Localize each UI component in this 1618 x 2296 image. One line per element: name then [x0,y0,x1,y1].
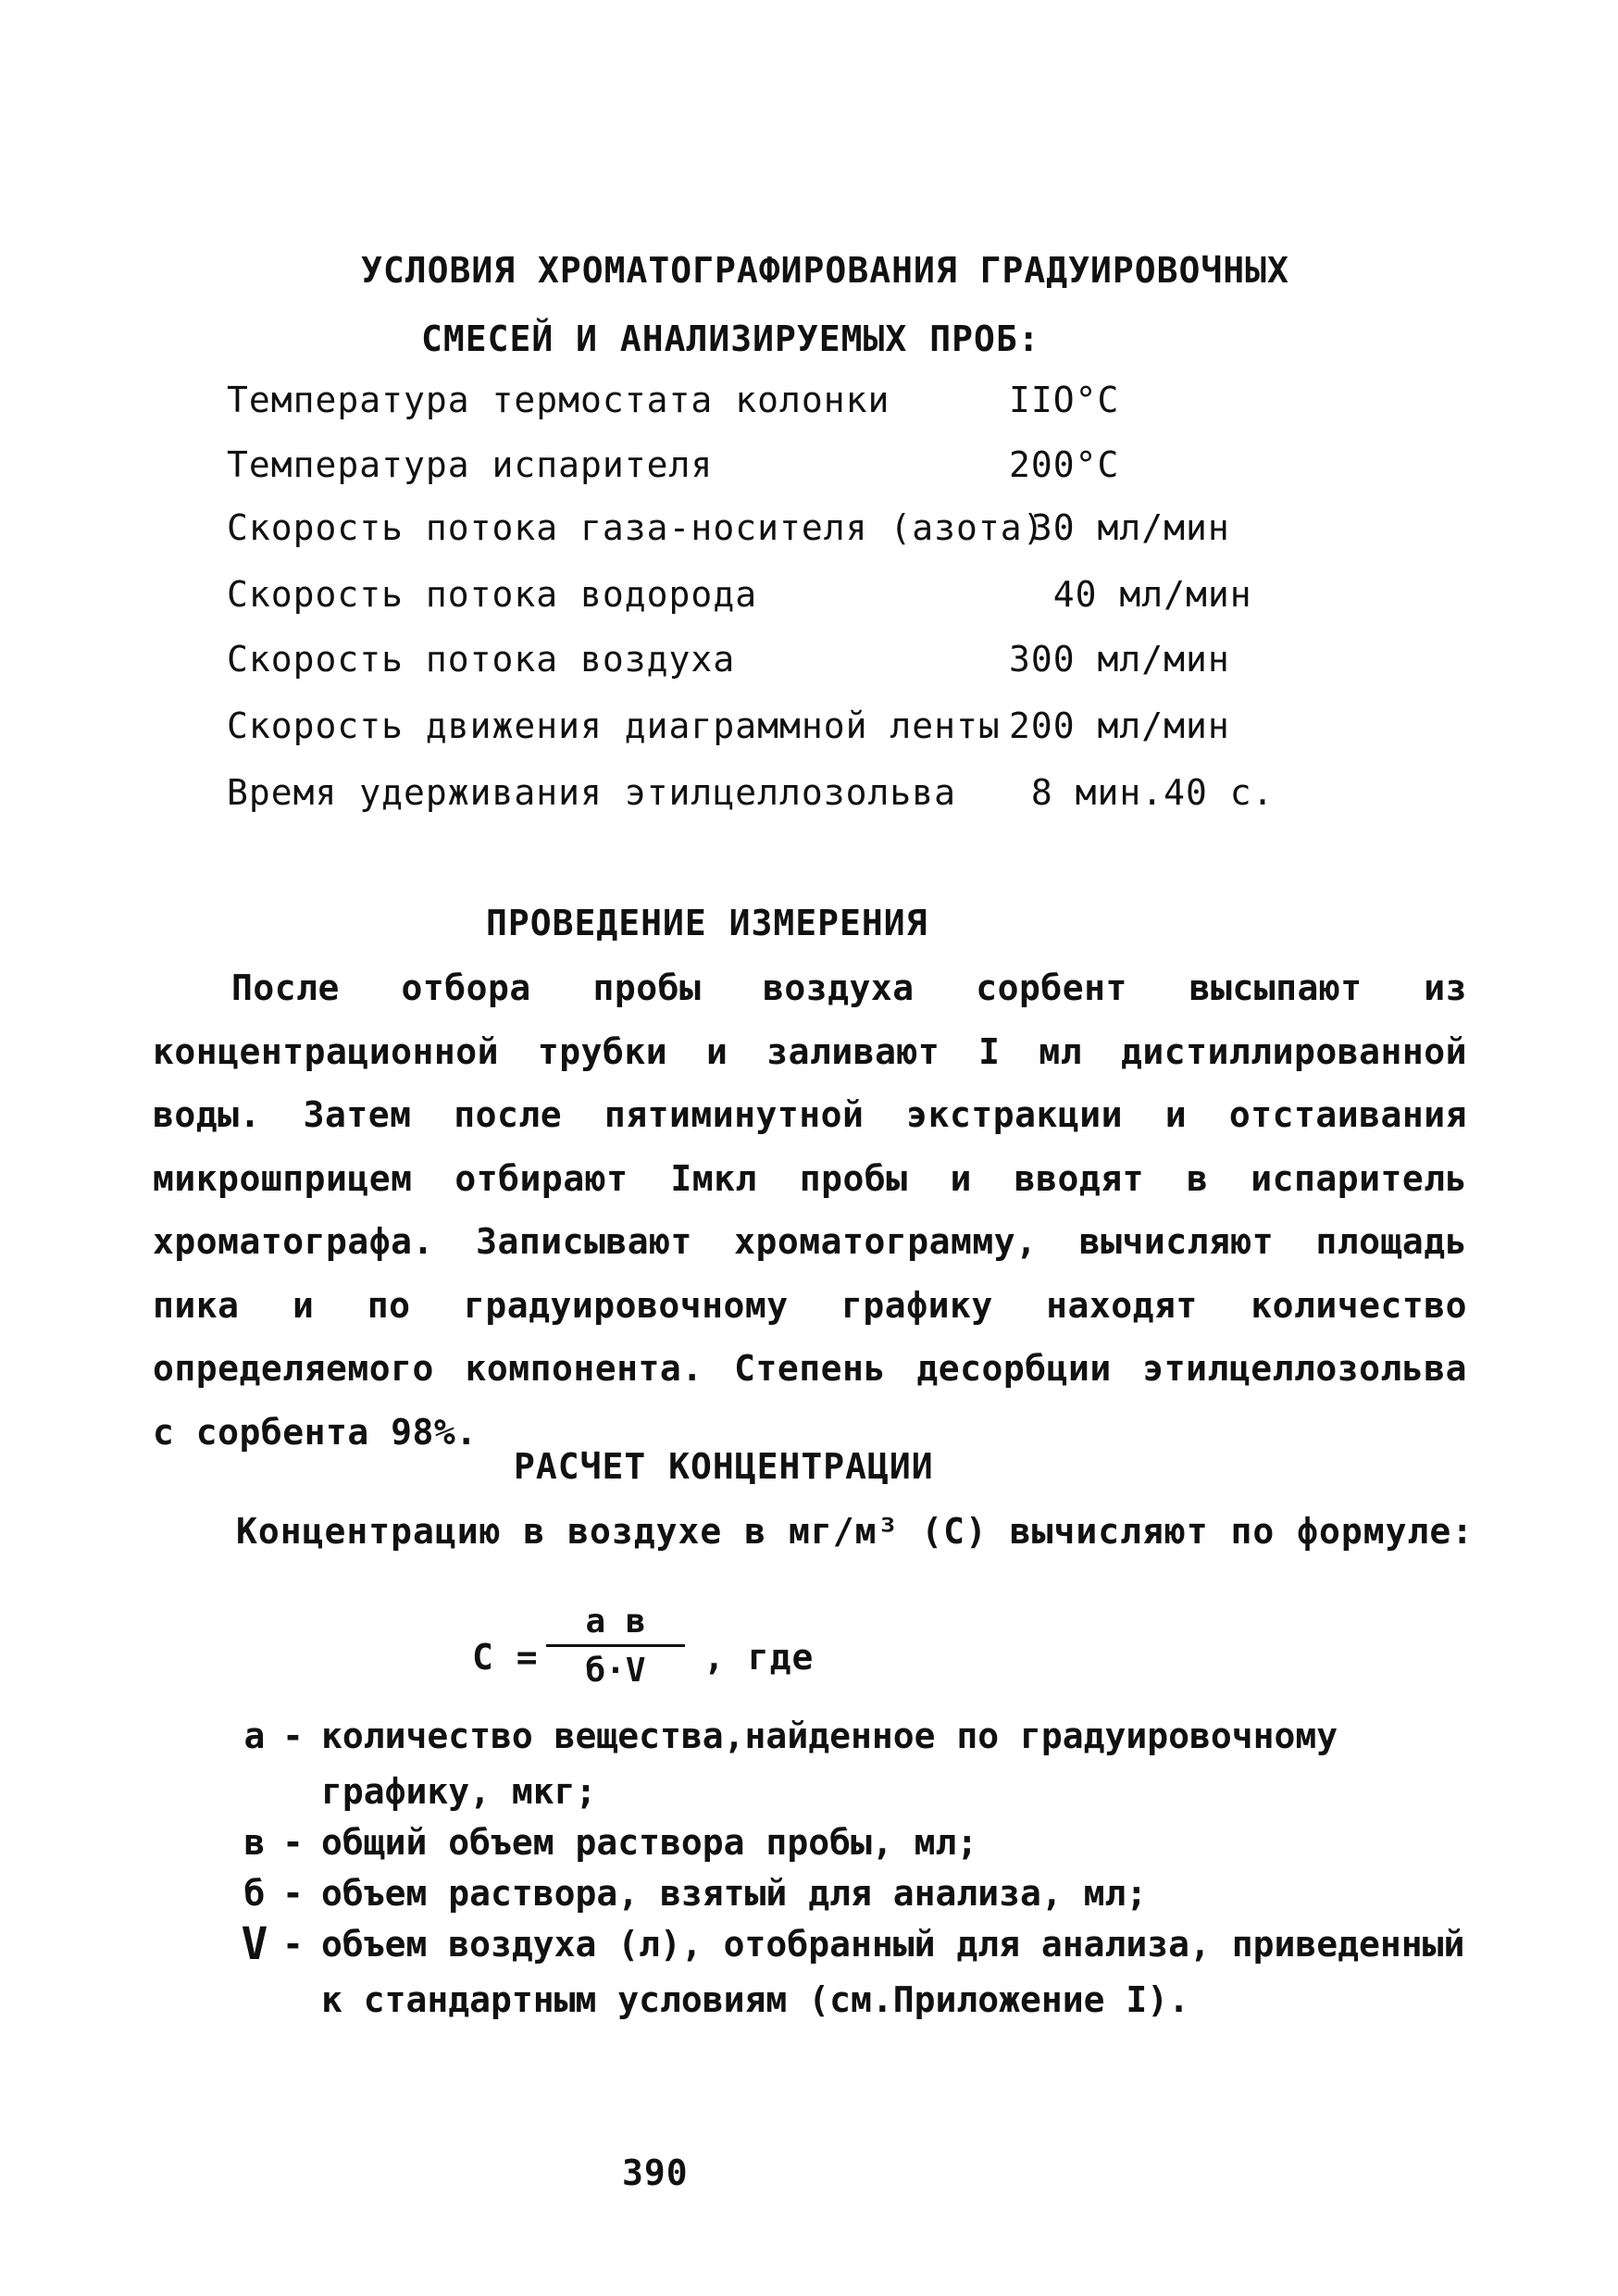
condition-label: Скорость движения диаграммной ленты [227,705,1001,746]
page-number: 390 [622,2152,689,2193]
definition-text: объем воздуха (л), отобранный для анализа, приведенный к стандартным условиям (см.Приложение I). [321,1924,1465,2020]
condition-value: 300 мл/мин [1009,639,1230,680]
condition-label: Температура термостата колонки [227,380,890,420]
definition-text: объем раствора, взятый для анализа, мл; [321,1873,1148,1914]
concentration-formula [472,1602,1027,1703]
measurement-paragraph [153,956,1467,1464]
definition-dash: - [282,1924,304,1965]
definition-symbol: а [243,1716,266,1756]
condition-row [227,444,1338,493]
condition-row [227,772,1338,820]
formula-denominator: б·V [585,1652,646,1690]
definition-dash: - [282,1873,304,1914]
condition-row [227,507,1338,555]
condition-label: Время удерживания этилцеллозольва [227,772,956,813]
definition-item [236,1815,1467,1870]
condition-value: 8 мин.40 с. [1009,772,1275,813]
definition-text: количество вещества,найденное по градуировочному графику, мкг; [321,1716,1338,1812]
definition-item [236,1866,1467,1921]
definition-item [236,1708,1467,1819]
conditions-title-line2: СМЕСЕЙ И АНАЛИЗИРУЕМЫХ ПРОБ: [421,318,1040,359]
formula-lhs: С = [472,1637,539,1678]
condition-label: Скорость потока водорода [227,574,758,615]
definition-dash: - [282,1716,304,1756]
condition-value: 200 мл/мин [1009,705,1230,746]
condition-label: Скорость потока воздуха [227,639,736,680]
definition-item [236,1916,1467,2028]
fraction-bar [546,1644,685,1647]
calculation-intro: Концентрацию в воздухе в мг/м³ (С) вычисляют по формуле: [236,1511,1475,1552]
definition-symbol: б [243,1873,266,1914]
condition-row [227,380,1338,428]
condition-label: Скорость потока газа-носителя (азота) [227,507,1045,548]
measurement-paragraph-text: После отбора пробы воздуха сорбент высыпают из концентрационной трубки и заливают I мл дистиллированной воды. Затем после пятиминутной экстракции и отстаивания микрошприцем отбирают Iмкл пробы и вводят в испаритель хроматографа. Записывают хроматограмму, вычисляют площадь пика и по градуировочному графику находят количество определяемого компонента. Степень десорбции этилцеллозольва с сорбента 98%. [153,967,1467,1453]
calculation-heading: РАСЧЕТ КОНЦЕНТРАЦИИ [514,1446,934,1487]
condition-value: 30 мл/мин [1009,507,1230,548]
condition-row [227,639,1338,687]
condition-value: 200°C [1009,444,1120,485]
definition-symbol: в [243,1822,266,1863]
condition-value: IIO°C [1009,380,1120,420]
condition-label: Температура испарителя [227,444,714,485]
condition-row [227,574,1338,622]
condition-value: 40 мл/мин [1009,574,1252,615]
definition-dash: - [282,1822,304,1863]
condition-row [227,705,1338,754]
conditions-title-line1: УСЛОВИЯ ХРОМАТОГРАФИРОВАНИЯ ГРАДУИРОВОЧНЫХ [361,250,1289,291]
formula-fraction [546,1602,685,1691]
definition-text: общий объем раствора пробы, мл; [321,1822,978,1863]
measurement-heading: ПРОВЕДЕНИЕ ИЗМЕРЕНИЯ [486,903,928,943]
formula-suffix: , где [703,1637,815,1678]
formula-numerator: а в [585,1603,646,1641]
definition-symbol: V [241,1918,268,1970]
